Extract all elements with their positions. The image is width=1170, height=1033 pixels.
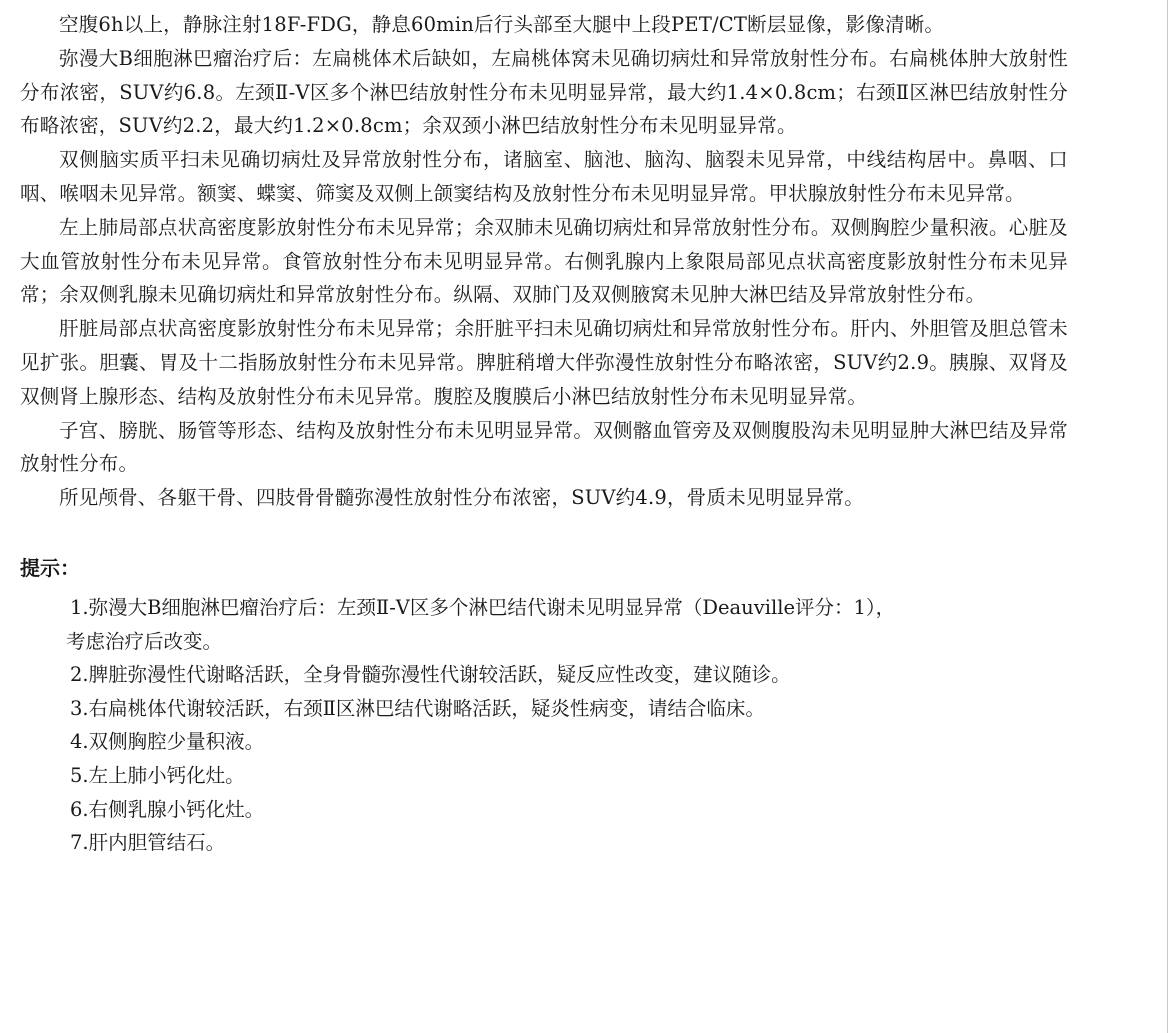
- conclusion-item-text: 6.右侧乳腺小钙化灶。: [70, 797, 265, 821]
- findings-paragraph-abdomen: 肝脏局部点状高密度影放射性分布未见异常；余肝脏平扫未见确切病灶和异常放射性分布。肝内、外胆管及胆总管未见扩张。胆囊、胃及十二指肠放射性分布未见异常。脾脏稍增大伴弥漫性放射性分布略浓密，SUV约2.9。胰腺、双肾及双侧肾上腺形态、结构及放射性分布未见异常。腹腔及腹膜后小淋巴结放射性分布未见明显异常。: [20, 317, 1068, 408]
- conclusion-list: [20, 591, 1068, 860]
- findings-paragraph-pelvis: 子宫、膀胱、肠管等形态、结构及放射性分布未见明显异常。双侧髂血管旁及双侧腹股沟未见明显肿大淋巴结及异常放射性分布。: [20, 418, 1068, 476]
- conclusion-item-continuation: 考虑治疗后改变。: [66, 629, 223, 653]
- conclusion-item: [66, 658, 1068, 692]
- findings-paragraph-procedure: 空腹6h以上，静脉注射18F-FDG，静息60min后行头部至大腿中上段PET/CT断层显像，影像清晰。: [59, 13, 945, 36]
- findings-section: [20, 8, 1068, 515]
- findings-paragraph-chest: 左上肺局部点状高密度影放射性分布未见异常；余双肺未见确切病灶和异常放射性分布。双侧胸腔少量积液。心脏及大血管放射性分布未见异常。食管放射性分布未见明显异常。右侧乳腺内上象限局部见点状高密度影放射性分布未见异常；余双侧乳腺未见确切病灶和异常放射性分布。纵隔、双肺门及双侧腋窝未见肿大淋巴结及异常放射性分布。: [20, 215, 1068, 307]
- conclusion-item-text: 3.右扁桃体代谢较活跃，右颈Ⅱ区淋巴结代谢略活跃，疑炎性病变，请结合临床。: [70, 696, 765, 720]
- report-body: [20, 8, 1068, 860]
- conclusion-item-text: 7.肝内胆管结石。: [70, 831, 226, 855]
- conclusion-item: [66, 692, 1068, 726]
- conclusion-item: [66, 591, 1068, 658]
- page-edge-divider: [1167, 0, 1168, 1033]
- conclusion-heading: 提示：: [20, 555, 80, 580]
- findings-paragraph-head-neck-lymphoma: 弥漫大B细胞淋巴瘤治疗后：左扁桃体术后缺如，左扁桃体窝未见确切病灶和异常放射性分布。右扁桃体肿大放射性分布浓密，SUV约6.8。左颈Ⅱ-Ⅴ区多个淋巴结放射性分布未见明显异常，最大约1.4×0.8cm；右颈Ⅱ区淋巴结放射性分布略浓密，SUV约2.2，最大约1.2×0.8cm；余双颈小淋巴结放射性分布未见明显异常。: [20, 46, 1068, 138]
- conclusion-item-text: 5.左上肺小钙化灶。: [70, 763, 245, 787]
- conclusion-item: [66, 826, 1068, 860]
- conclusion-item-text: 4.双侧胸腔少量积液。: [70, 730, 265, 754]
- conclusion-item-text: 2.脾脏弥漫性代谢略活跃，全身骨髓弥漫性代谢较活跃，疑反应性改变，建议随诊。: [70, 663, 791, 687]
- conclusion-item: [66, 725, 1068, 759]
- conclusion-item-text: 1.弥漫大B细胞淋巴瘤治疗后：左颈Ⅱ-Ⅴ区多个淋巴结代谢未见明显异常（Deauville评分：1），: [70, 595, 896, 619]
- findings-paragraph-brain: 双侧脑实质平扫未见确切病灶及异常放射性分布，诸脑室、脑池、脑沟、脑裂未见异常，中线结构居中。鼻咽、口咽、喉咽未见异常。额窦、蝶窦、筛窦及双侧上颌窦结构及放射性分布未见明显异常。甲状腺放射性分布未见异常。: [20, 148, 1068, 205]
- conclusion-item: [66, 793, 1068, 827]
- findings-paragraph-bone: 所见颅骨、各躯干骨、四肢骨骨髓弥漫性放射性分布浓密，SUV约4.9，骨质未见明显异常。: [59, 486, 864, 510]
- conclusion-item: [66, 759, 1068, 793]
